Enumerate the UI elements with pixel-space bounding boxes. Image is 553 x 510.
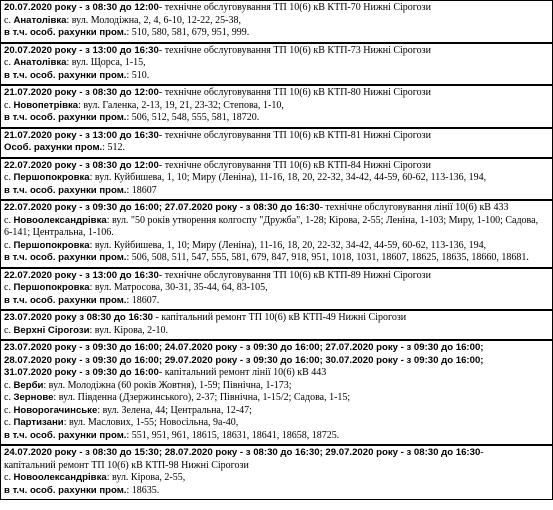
text-segment: : 18607.: [126, 294, 160, 306]
record-line: [4, 282, 550, 295]
record-line: [4, 312, 550, 325]
record-line: [4, 202, 550, 215]
record-line: [4, 295, 550, 308]
outage-record: [1, 44, 552, 87]
text-segment: с.: [4, 417, 14, 428]
bold-text-segment: в т.ч. особ. рахунки пром.: [4, 69, 127, 81]
text-segment: с.: [4, 99, 14, 111]
record-line: [4, 417, 550, 430]
text-segment: - технічне обслуговування ТП 10(6) кВ КТП-81 Нижні Сірогози: [158, 129, 431, 141]
record-line: [4, 57, 550, 70]
bold-text-segment: Зернове: [13, 392, 54, 403]
text-segment: : вул. Куйбишева, 1, 10; Миру (Леніна), 11-16, 18, 20, 22-32, 34-42, 44-59, 60-62, 113-136, 194,: [89, 172, 487, 183]
bold-text-segment: 23.07.2020 року - з 09:30 до 16:00; 24.07.2020 року - з 09:30 до 16:00; 27.07.2020 року - з 09:30 до 16:00;: [4, 342, 484, 353]
text-segment: с.: [4, 282, 14, 293]
bold-text-segment: в т.ч. особ. рахунки пром.: [4, 294, 127, 306]
record-line: [4, 2, 550, 15]
text-segment: с.: [4, 472, 14, 483]
text-segment: с.: [4, 214, 14, 226]
text-segment: - капітальний ремонт ТП 10(6) кВ КТП-49 Нижні Сірогози: [153, 312, 407, 323]
text-segment: 6-141; Центральна, 1-106.: [4, 227, 114, 238]
record-line: [4, 45, 550, 58]
text-segment: - технічне обслуговування лінії 10(6) кВ 433: [319, 202, 509, 213]
text-segment: : 551, 951, 961, 18615, 18631, 18641, 18658, 18725.: [126, 429, 340, 441]
text-segment: - технічне обслуговування ТП 10(6) кВ КТП-73 Нижні Сірогози: [158, 44, 431, 56]
text-segment: : вул. Кірова, 2-55,: [106, 472, 186, 483]
bold-text-segment: 20.07.2020 року - з 08:30 до 12:00: [4, 2, 159, 13]
bold-text-segment: 21.07.2020 року - з 08:30 до 12:00: [4, 87, 159, 98]
text-segment: - технічне обслуговування ТП 10(6) кВ КТП-70 Нижні Сірогози: [158, 2, 431, 13]
bold-text-segment: Першопокровка: [13, 172, 90, 183]
text-segment: : 510, 580, 581, 679, 951, 999.: [126, 27, 250, 38]
text-segment: : вул. "50 років утворення колгоспу "Дружба", 1-28; Кірова, 2-55; Леніна, 1-103; Миру, 1-100; Садова,: [106, 214, 539, 226]
text-segment: с.: [4, 239, 14, 251]
text-segment: : вул. Південна (Дзержинського), 2-37; Північна, 1-15/2; Садова, 1-15;: [53, 392, 351, 403]
text-segment: - технічне обслуговування ТП 10(6) кВ КТП-89 Нижні Сірогози: [158, 269, 431, 281]
record-line: [4, 392, 550, 405]
record-line: [4, 100, 550, 113]
bold-text-segment: 24.07.2020 року - з 08:30 до 15:30; 28.07.2020 року - з 08:30 до 16:30; 29.07.2020 року - з 08:30 до 16:30: [4, 447, 481, 458]
bold-text-segment: Анатолівка: [13, 14, 67, 26]
text-segment: : вул. Куйбишева, 1, 10; Миру (Леніна), 11-16, 18, 20, 22-32, 34-42, 44-59, 60-62, 113-136, 194,: [89, 239, 487, 251]
bold-text-segment: в т.ч. особ. рахунки пром.: [4, 27, 127, 38]
bold-text-segment: Новорогачинське: [13, 404, 98, 416]
bold-text-segment: 23.07.2020 року з 08:30 до 16:30: [4, 312, 153, 323]
text-segment: с.: [4, 172, 14, 183]
bold-text-segment: Новопетрівка: [13, 99, 79, 111]
record-line: [4, 112, 550, 125]
bold-text-segment: Анатолівка: [13, 57, 67, 68]
outage-record: [1, 311, 552, 341]
record-line: [4, 430, 550, 443]
outage-record: [1, 86, 552, 129]
outage-record: [1, 159, 552, 202]
text-segment: с.: [4, 404, 14, 416]
bold-text-segment: Особ. рахунки пром.: [4, 142, 103, 153]
record-line: [4, 252, 550, 265]
text-segment: : вул. Молодіжна (60 років Жовтня), 1-59; Північна, 1-173;: [43, 379, 292, 391]
outage-record: [1, 129, 552, 159]
record-line: [4, 380, 550, 393]
bold-text-segment: 28.07.2020 року - з 09:30 до 16:00; 29.07.2020 року - з 09:30 до 16:00; 30.07.2020 року - з 09:30 до 16:00;: [4, 354, 484, 366]
record-line: [4, 87, 550, 100]
outage-record: [1, 1, 552, 44]
record-line: [4, 130, 550, 143]
text-segment: : вул. Галенка, 2-13, 19, 21, 23-32; Степова, 1-10,: [78, 99, 284, 111]
record-line: [4, 160, 550, 173]
text-segment: с.: [4, 379, 14, 391]
text-segment: : 18635.: [126, 484, 160, 496]
record-line: [4, 227, 550, 240]
text-segment: - капітальний ремонт лінії 10(6) кВ 443: [158, 367, 327, 378]
text-segment: капітальний ремонт ТП 10(6) кВ КТП-98 Нижні Сірогози: [4, 459, 249, 471]
bold-text-segment: Верби: [13, 379, 44, 391]
record-line: [4, 270, 550, 283]
text-segment: : вул. Маслових, 1-55; Новосільна, 9а-40,: [63, 417, 239, 428]
record-line: [4, 342, 550, 355]
record-line: [4, 460, 550, 473]
bold-text-segment: Першопокровка: [13, 282, 90, 293]
record-line: [4, 240, 550, 253]
bold-text-segment: Партизани: [13, 417, 64, 428]
record-line: [4, 215, 550, 228]
record-line: [4, 172, 550, 185]
text-segment: : 510.: [126, 69, 150, 81]
bold-text-segment: Новоолександрівка: [13, 214, 107, 226]
text-segment: : 18607: [126, 184, 157, 196]
record-line: [4, 447, 550, 460]
bold-text-segment: Верхні Сірогози: [13, 324, 90, 336]
text-segment: с.: [4, 324, 14, 336]
outage-record: [1, 341, 552, 446]
record-line: [4, 355, 550, 368]
text-segment: : 506, 512, 548, 555, 581, 18720.: [126, 112, 260, 123]
text-segment: : вул. Зелена, 44; Центральна, 12-47;: [97, 404, 252, 416]
bold-text-segment: 31.07.2020 року - з 09:30 до 16:00: [4, 367, 159, 378]
text-segment: : вул. Кірова, 2-10.: [89, 324, 169, 336]
text-segment: : 512.: [102, 142, 125, 153]
bold-text-segment: в т.ч. особ. рахунки пром.: [4, 184, 127, 196]
text-segment: : вул. Матросова, 30-31, 35-44, 64, 83-105,: [89, 282, 268, 293]
bold-text-segment: 21.07.2020 року - з 13:00 до 16:30: [4, 129, 159, 141]
bold-text-segment: в т.ч. особ. рахунки пром.: [4, 252, 127, 263]
record-line: [4, 15, 550, 28]
text-segment: : вул. Щорса, 1-15,: [66, 57, 146, 68]
outage-record: [1, 201, 552, 269]
record-line: [4, 325, 550, 338]
bold-text-segment: Першопокровка: [13, 239, 90, 251]
record-line: [4, 405, 550, 418]
outage-record: [1, 446, 552, 500]
record-line: [4, 485, 550, 498]
text-segment: : 506, 508, 511, 547, 555, 581, 679, 847, 918, 951, 1018, 1031, 18607, 18625, 18635, 18660, 18681.: [126, 252, 529, 263]
bold-text-segment: 22.07.2020 року - з 13:00 до 16:30: [4, 269, 159, 281]
record-line: [4, 27, 550, 40]
text-segment: -: [480, 447, 484, 458]
text-segment: - технічне обслуговування ТП 10(6) кВ КТП-84 Нижні Сірогози: [158, 159, 431, 171]
bold-text-segment: в т.ч. особ. рахунки пром.: [4, 112, 127, 123]
text-segment: с.: [4, 392, 14, 403]
text-segment: - технічне обслуговування ТП 10(6) кВ КТП-80 Нижні Сірогози: [158, 87, 431, 98]
bold-text-segment: Новоолександрівка: [13, 472, 107, 483]
record-line: [4, 142, 550, 155]
bold-text-segment: 20.07.2020 року - з 13:00 до 16:30: [4, 44, 159, 56]
bold-text-segment: в т.ч. особ. рахунки пром.: [4, 484, 127, 496]
text-segment: с.: [4, 14, 14, 26]
record-line: [4, 185, 550, 198]
text-segment: с.: [4, 57, 14, 68]
bold-text-segment: 22.07.2020 року - з 09:30 до 16:00; 27.07.2020 року - з 08:30 до 16:30: [4, 202, 320, 213]
text-segment: : вул. Молодіжна, 2, 4, 6-10, 12-22, 25-38,: [66, 14, 241, 26]
bold-text-segment: 22.07.2020 року - з 08:30 до 12:00: [4, 159, 159, 171]
outage-record: [1, 269, 552, 312]
bold-text-segment: в т.ч. особ. рахунки пром.: [4, 429, 127, 441]
record-line: [4, 367, 550, 380]
record-line: [4, 70, 550, 83]
record-line: [4, 472, 550, 485]
